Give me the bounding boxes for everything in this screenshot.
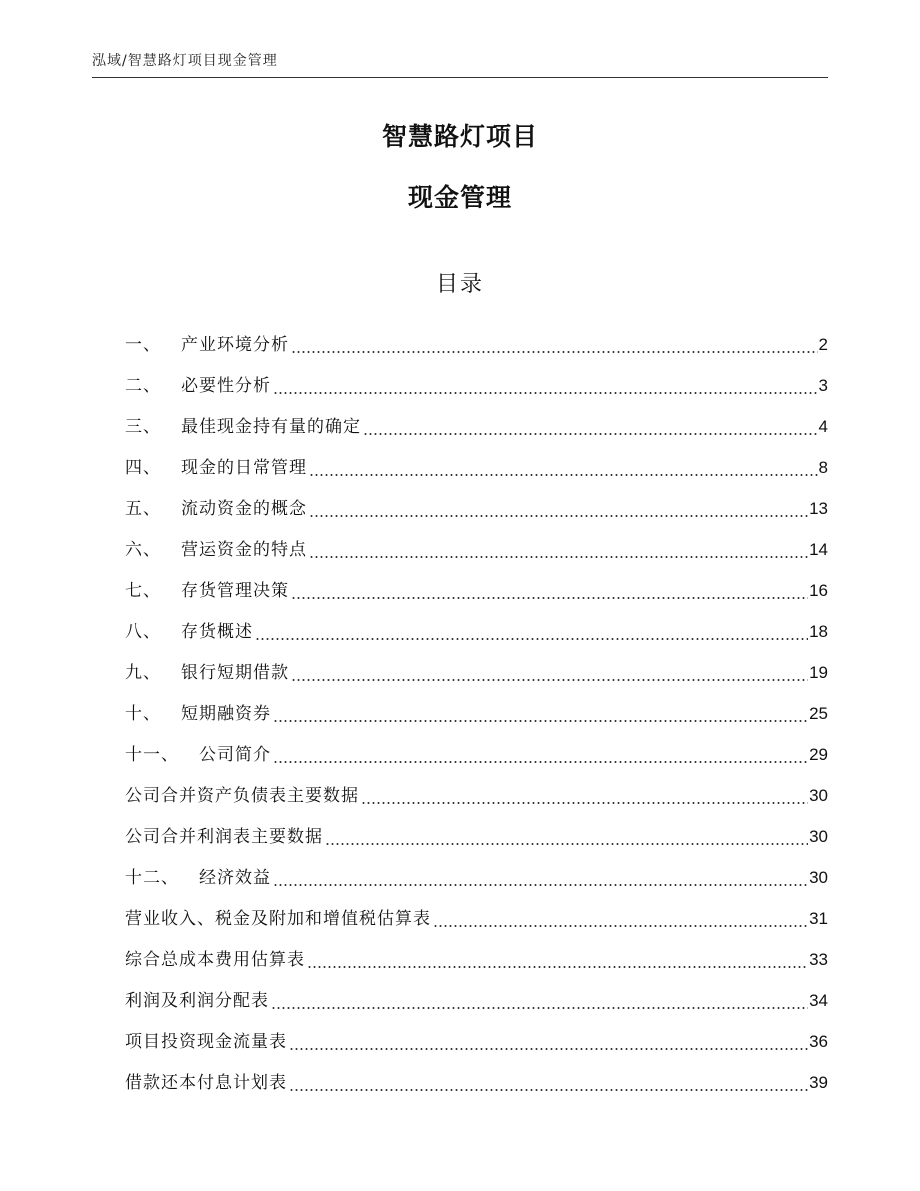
document-subtitle: 现金管理	[407, 183, 512, 212]
document-title: 智慧路灯项目	[381, 122, 538, 151]
toc-entry-page: 31	[809, 908, 828, 928]
toc-dot-leader	[255, 638, 808, 640]
toc-entry[interactable]	[125, 1021, 828, 1062]
toc-entry[interactable]	[125, 447, 828, 488]
toc-entry-number: 六、	[125, 539, 161, 560]
running-header	[92, 52, 828, 78]
toc-dot-leader	[271, 1007, 808, 1009]
toc-entry[interactable]	[125, 734, 828, 775]
toc-entry-page: 30	[809, 867, 828, 887]
toc-entry-page: 25	[809, 703, 828, 723]
toc-entry[interactable]	[125, 939, 828, 980]
toc-entry-label: 经济效益	[199, 867, 271, 888]
toc-entry-page: 16	[809, 580, 828, 600]
toc-entry-label: 必要性分析	[181, 375, 271, 396]
toc-entry-page: 19	[809, 662, 828, 682]
toc-entry-number: 十、	[125, 703, 161, 724]
toc-entry-label: 项目投资现金流量表	[125, 1031, 287, 1052]
toc-entry-number: 九、	[125, 662, 161, 683]
toc-entry-label: 现金的日常管理	[181, 457, 307, 478]
toc-dot-leader	[309, 556, 808, 558]
toc-dot-leader	[289, 1048, 808, 1050]
table-of-contents	[125, 324, 828, 1103]
toc-dot-leader	[307, 966, 808, 968]
toc-entry[interactable]	[125, 529, 828, 570]
toc-entry-number: 十一、	[125, 744, 179, 765]
toc-entry-page: 39	[809, 1072, 828, 1092]
toc-entry-page: 30	[809, 826, 828, 846]
toc-dot-leader	[291, 679, 808, 681]
toc-entry[interactable]	[125, 898, 828, 939]
toc-entry-label: 流动资金的概念	[181, 498, 307, 519]
toc-entry[interactable]	[125, 488, 828, 529]
toc-dot-leader	[309, 474, 818, 476]
toc-entry-number: 五、	[125, 498, 161, 519]
toc-entry[interactable]	[125, 775, 828, 816]
toc-entry-page: 13	[809, 498, 828, 518]
running-header-text: 泓域/智慧路灯项目现金管理	[92, 53, 278, 69]
toc-entry-page: 8	[818, 457, 828, 477]
toc-dot-leader	[291, 351, 818, 353]
toc-entry-number: 四、	[125, 457, 161, 478]
toc-entry-label: 存货管理决策	[181, 580, 289, 601]
toc-entry-label: 借款还本付息计划表	[125, 1072, 287, 1093]
toc-entry-page: 3	[818, 375, 828, 395]
toc-entry-label: 公司简介	[199, 744, 271, 765]
toc-dot-leader	[361, 802, 808, 804]
toc-entry-label: 营业收入、税金及附加和增值税估算表	[125, 908, 431, 929]
toc-entry-page: 34	[809, 990, 828, 1010]
toc-dot-leader	[433, 925, 808, 927]
toc-entry-label: 短期融资券	[181, 703, 271, 724]
toc-dot-leader	[273, 392, 818, 394]
toc-entry-number: 八、	[125, 621, 161, 642]
toc-entry[interactable]	[125, 406, 828, 447]
toc-entry-label: 公司合并利润表主要数据	[125, 826, 323, 847]
toc-entry[interactable]	[125, 652, 828, 693]
toc-entry-label: 存货概述	[181, 621, 253, 642]
toc-entry[interactable]	[125, 980, 828, 1021]
toc-entry[interactable]	[125, 816, 828, 857]
toc-entry-page: 36	[809, 1031, 828, 1051]
toc-dot-leader	[363, 433, 818, 435]
toc-entry-page: 4	[818, 416, 828, 436]
toc-entry[interactable]	[125, 365, 828, 406]
toc-entry-label: 产业环境分析	[181, 334, 289, 355]
toc-dot-leader	[309, 515, 808, 517]
toc-heading: 目录	[435, 272, 484, 297]
toc-dot-leader	[273, 720, 808, 722]
toc-dot-leader	[291, 597, 808, 599]
toc-entry-page: 14	[809, 539, 828, 559]
toc-entry-page: 29	[809, 744, 828, 764]
toc-entry-label: 综合总成本费用估算表	[125, 949, 305, 970]
toc-dot-leader	[325, 843, 808, 845]
toc-entry-page: 18	[809, 621, 828, 641]
toc-entry-label: 营运资金的特点	[181, 539, 307, 560]
toc-entry-page: 33	[809, 949, 828, 969]
toc-entry-label: 利润及利润分配表	[125, 990, 269, 1011]
toc-entry-label: 银行短期借款	[181, 662, 289, 683]
toc-dot-leader	[273, 884, 808, 886]
toc-entry[interactable]	[125, 324, 828, 365]
toc-entry[interactable]	[125, 611, 828, 652]
toc-entry-number: 一、	[125, 334, 161, 355]
toc-entry-page: 30	[809, 785, 828, 805]
toc-entry[interactable]	[125, 857, 828, 898]
toc-entry-number: 三、	[125, 416, 161, 437]
toc-dot-leader	[273, 761, 808, 763]
toc-entry-label: 最佳现金持有量的确定	[181, 416, 361, 437]
toc-entry[interactable]	[125, 1062, 828, 1103]
toc-entry-label: 公司合并资产负债表主要数据	[125, 785, 359, 806]
toc-dot-leader	[289, 1089, 808, 1091]
toc-entry[interactable]	[125, 693, 828, 734]
toc-entry-number: 十二、	[125, 867, 179, 888]
toc-entry-number: 七、	[125, 580, 161, 601]
toc-entry-number: 二、	[125, 375, 161, 396]
toc-entry[interactable]	[125, 570, 828, 611]
toc-entry-page: 2	[818, 334, 828, 354]
